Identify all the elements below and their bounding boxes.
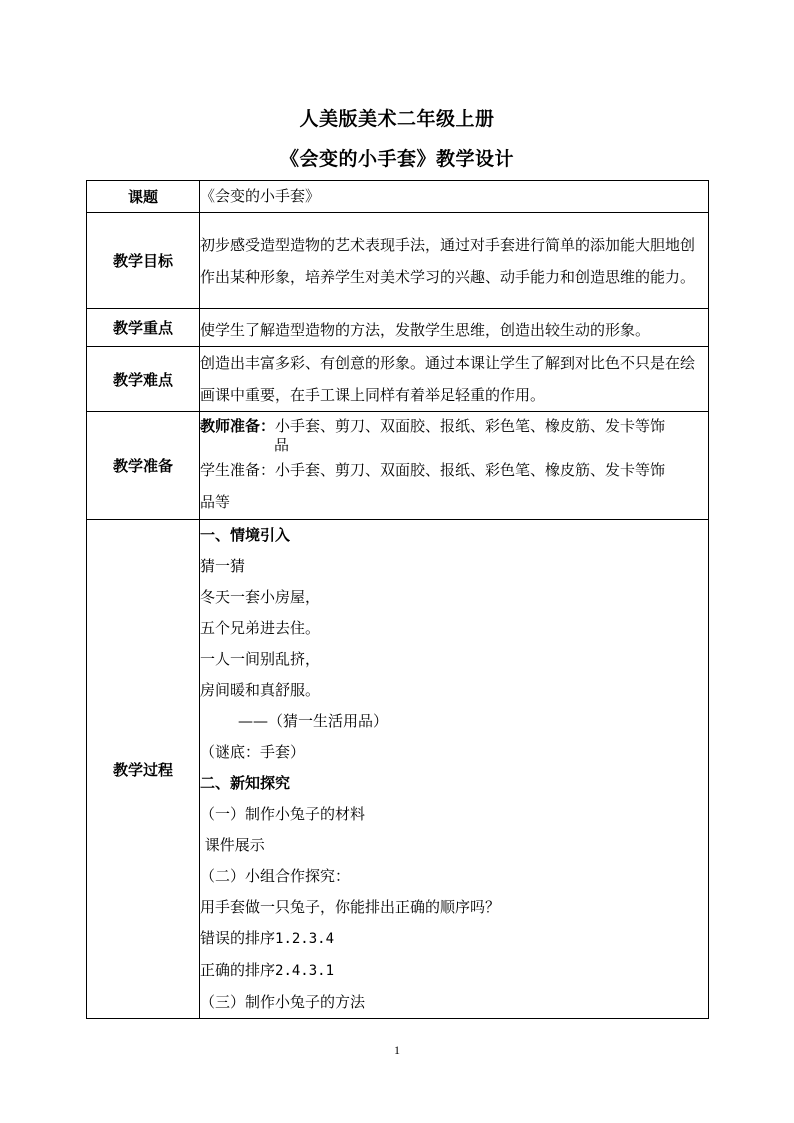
subsection-method: （三）制作小兔子的方法 (200, 993, 366, 1011)
table-row-difficulties (87, 347, 709, 412)
topic-value (200, 181, 709, 213)
lesson-plan-table (86, 180, 709, 1019)
subsection-group-inquiry: （二）小组合作探究： (200, 867, 351, 885)
objectives-cell (200, 213, 709, 309)
student-prep-items: 小手套、剪刀、双面胶、报纸、彩色笔、橡皮筋、发卡等饰 (275, 460, 666, 479)
table-row-preparation (87, 412, 709, 520)
table-row-key-points (87, 309, 709, 347)
riddle-title: 猜一猜 (200, 557, 246, 575)
wrong-order-label: 错误的排序 (200, 929, 276, 947)
courseware-note: 课件展示 (200, 836, 265, 854)
difficulties-cell (200, 347, 709, 412)
teacher-prep-items: 小手套、剪刀、双面胶、报纸、彩色笔、橡皮筋、发卡等饰 (275, 416, 666, 435)
objectives-text: 初步感受造型造物的艺术表现手法，通过对手套进行简单的添加能大胆地创作出某种形象，培养学生对美术学习的兴趣、动手能力和创造思维的能力。 (200, 235, 696, 286)
table-row-process (87, 520, 709, 1019)
student-prep (200, 454, 708, 486)
right-order-value: 2.4.3.1 (275, 963, 335, 979)
process-label: 教学过程 (87, 520, 200, 1019)
section1-title: 一、情境引入 (200, 526, 291, 544)
difficulties-label: 教学难点 (87, 347, 200, 412)
wrong-order (200, 923, 708, 955)
key-points-label: 教学重点 (87, 309, 200, 347)
table-row-topic (87, 181, 709, 213)
teacher-prep-cont: 品 (274, 435, 290, 454)
document-title: 人美版美术二年级上册 (299, 108, 495, 130)
riddle-line: 五个兄弟进去住。 (200, 619, 321, 637)
teacher-prep-label: 教师准备： (200, 416, 276, 435)
right-order (200, 955, 708, 987)
riddle-hint: ——（猜一生活用品） (238, 712, 389, 730)
topic-label: 课题 (87, 181, 200, 213)
table-row-objectives (87, 213, 709, 309)
right-order-label: 正确的排序 (200, 961, 276, 979)
section2-title: 二、新知探究 (200, 774, 291, 792)
key-points-cell (200, 309, 709, 347)
key-points-text: 使学生了解造型造物的方法，发散学生思维，创造出较生动的形象。 (200, 321, 651, 339)
riddle-answer: （谜底：手套） (200, 743, 306, 761)
subsection-materials: （一）制作小兔子的材料 (200, 805, 366, 823)
ordering-question: 用手套做一只兔子，你能排出正确的顺序吗？ (200, 898, 501, 916)
difficulties-text: 创造出丰富多彩、有创意的形象。通过本课让学生了解到对比色不只是在绘画课中重要，在手工课上同样有着举足轻重的作用。 (200, 354, 696, 404)
riddle-line: 冬天一套小房屋， (200, 588, 321, 606)
topic-text: 《会变的小手套》 (200, 187, 321, 205)
objectives-label: 教学目标 (87, 213, 200, 309)
teacher-prep (200, 416, 708, 436)
preparation-label: 教学准备 (87, 412, 200, 520)
riddle-line: 房间暖和真舒服。 (200, 681, 321, 699)
student-prep-cont: 品等 (200, 492, 231, 511)
process-cell (200, 520, 709, 1019)
page-number: 1 (394, 1043, 400, 1057)
riddle-line: 一人一间别乱挤， (200, 650, 321, 668)
student-prep-label: 学生准备： (200, 460, 276, 479)
wrong-order-value: 1.2.3.4 (275, 931, 335, 947)
preparation-cell (200, 412, 709, 520)
document-subtitle: 《会变的小手套》教学设计 (279, 148, 514, 170)
